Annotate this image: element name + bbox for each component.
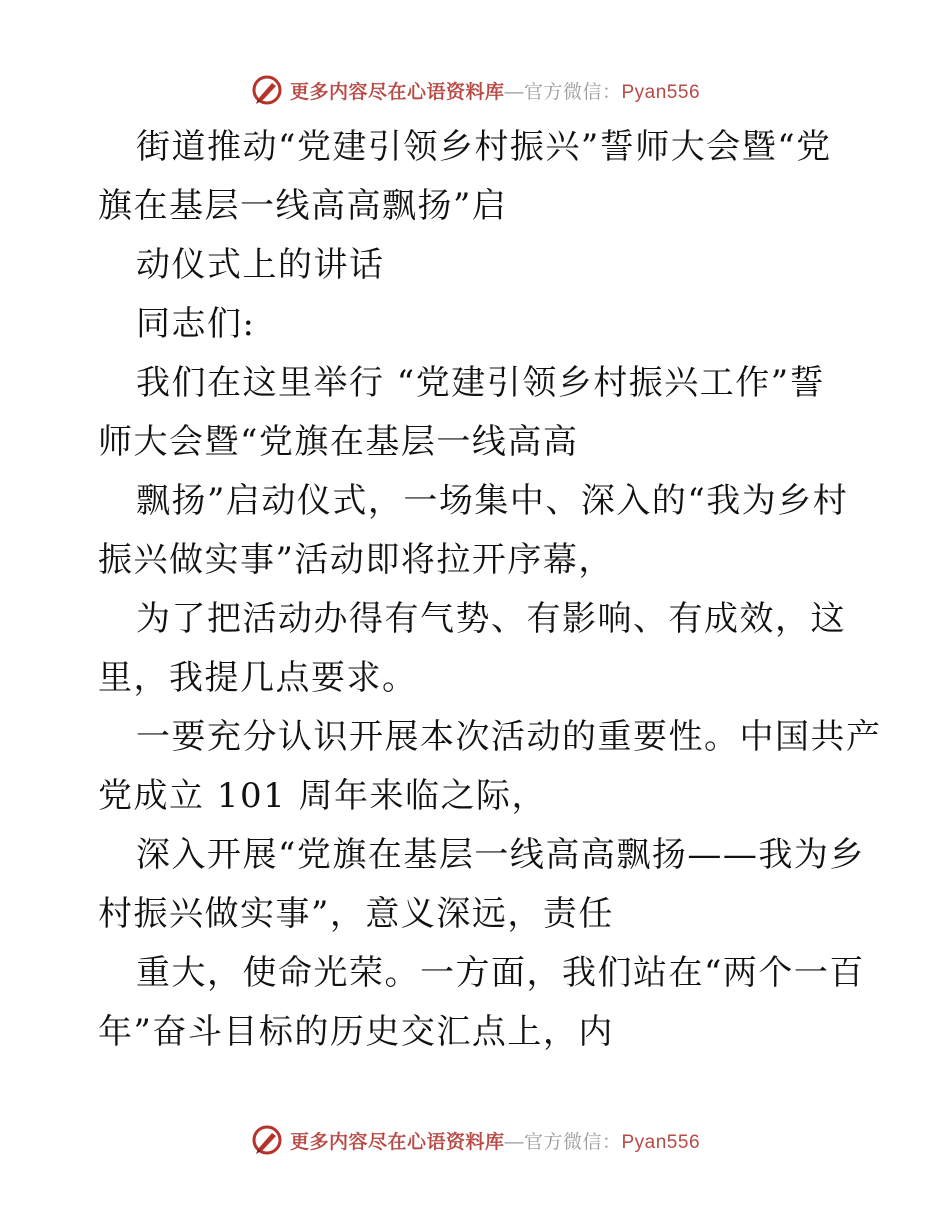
text-line: 振兴做实事”活动即将拉开序幕，	[98, 540, 614, 580]
text-line: 同志们:	[136, 304, 256, 344]
text-line: 重大，使命光荣。一方面，我们站在“两个一百	[136, 953, 865, 993]
watermark-main: 更多内容尽在心语资料库	[289, 1130, 505, 1153]
text-line: 为了把活动办得有气势、有影响、有成效，这	[136, 599, 846, 639]
document-body	[98, 118, 882, 1062]
footer-watermark	[0, 1120, 950, 1160]
pen-logo-icon	[250, 73, 284, 107]
text-line: 一要充分认识开展本次活动的重要性。中国共产	[136, 717, 882, 757]
text-line: 我们在这里举行 “党建引领乡村振兴工作”誓	[136, 363, 826, 403]
text-line: 街道推动“党建引领乡村振兴”誓师大会暨“党	[136, 127, 832, 167]
text-line: 党成立 101 周年来临之际，	[98, 776, 548, 816]
text-line: 师大会暨“党旗在基层一线高高	[98, 422, 579, 462]
pen-logo-icon	[250, 1123, 284, 1157]
text-line: 里，我提几点要求。	[98, 658, 418, 698]
text-line: 动仪式上的讲话	[136, 245, 385, 285]
watermark-separator: —	[504, 1131, 524, 1153]
header-watermark	[0, 70, 950, 110]
watermark-text	[290, 77, 700, 104]
watermark-handle: Pyan556	[621, 1131, 701, 1153]
watermark-text	[290, 1127, 700, 1154]
watermark-handle: Pyan556	[621, 81, 701, 103]
text-line: 旗在基层一线高高飘扬”启	[98, 186, 508, 226]
watermark-separator: —	[504, 81, 524, 103]
text-line: 村振兴做实事”，意义深远，责任	[98, 894, 614, 934]
watermark-sub: 官方微信：	[523, 80, 622, 103]
watermark-sub: 官方微信：	[523, 1130, 622, 1153]
text-line: 飘扬”启动仪式，一场集中、深入的“我为乡村	[136, 481, 849, 521]
watermark-main: 更多内容尽在心语资料库	[289, 80, 505, 103]
text-line: 深入开展“党旗在基层一线高高飘扬——我为乡	[136, 835, 865, 875]
text-line: 年”奋斗目标的历史交汇点上，内	[98, 1012, 614, 1052]
